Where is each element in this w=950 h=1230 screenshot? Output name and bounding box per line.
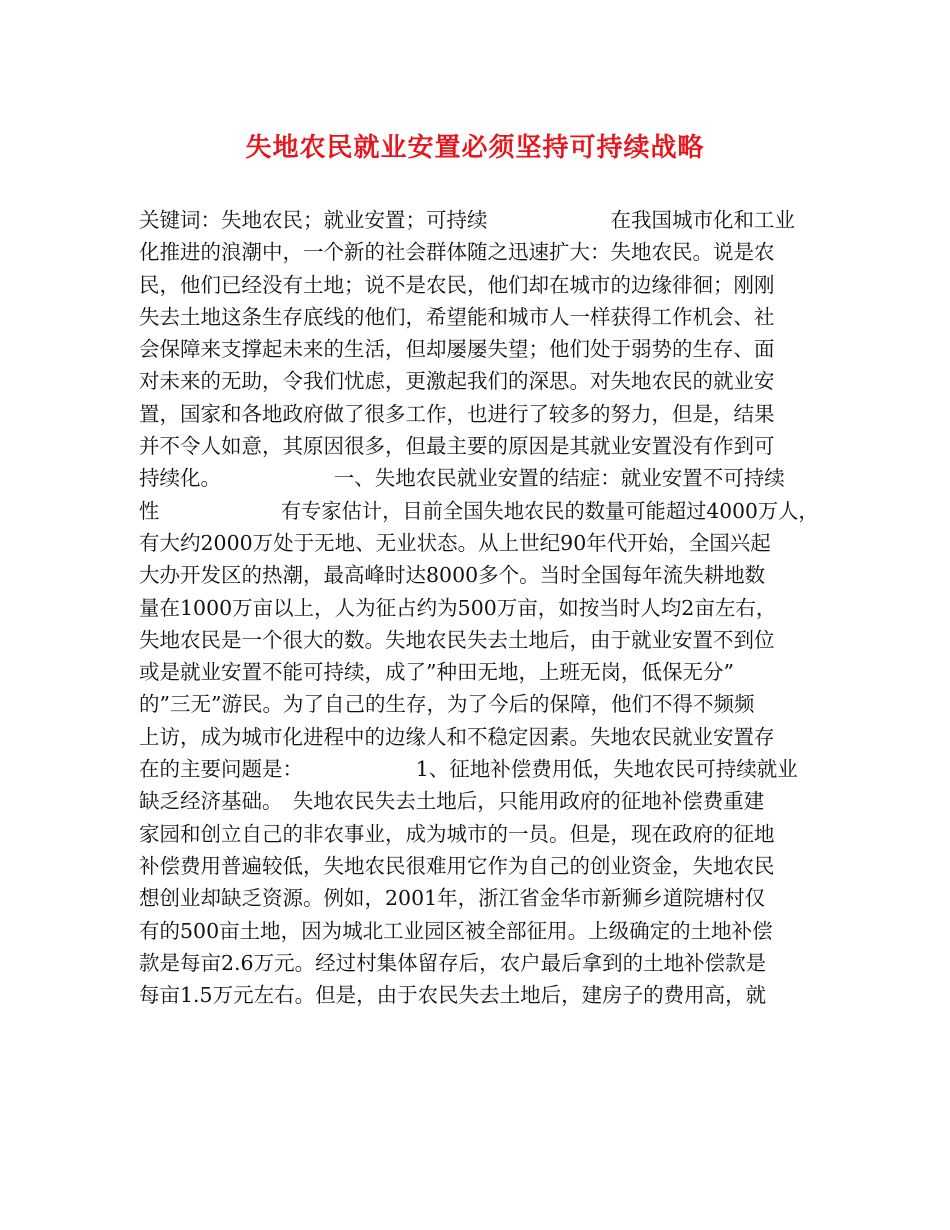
paragraph-line: 每亩1.5万元左右。但是，由于农民失去土地后，建房子的费用高，就 — [139, 983, 767, 1008]
paragraph-line: 持续化。 一、失地农民就业安置的结症：就业安置不可持续 — [139, 466, 785, 491]
paragraph-line: 在的主要问题是： 1、征地补偿费用低，失地农民可持续就业 — [139, 757, 798, 782]
paragraph-line: 家园和创立自己的非农事业，成为城市的一员。但是，现在政府的征地 — [139, 821, 775, 846]
paragraph-line: 失地农民是一个很大的数。失地农民失去土地后，由于就业安置不到位 — [139, 627, 775, 652]
paragraph-line: 想创业却缺乏资源。例如，2001年，浙江省金华市新狮乡道院塘村仅 — [139, 886, 766, 911]
paragraph-line: 关键词：失地农民；就业安置；可持续 在我国城市化和工业 — [139, 208, 795, 232]
document-title: 失地农民就业安置必须坚持可持续战略 — [245, 133, 705, 163]
paragraph-line: 有的500亩土地，因为城北工业园区被全部征用。上级确定的土地补偿 — [139, 918, 773, 943]
paragraph-line: 失去土地这条生存底线的他们，希望能和城市人一样获得工作机会、社 — [139, 304, 775, 329]
document-body — [139, 204, 819, 1011]
paragraph-line: 缺乏经济基础。 失地农民失去土地后，只能用政府的征地补偿费重建 — [139, 789, 765, 814]
paragraph-line: 对未来的无助，令我们忧虑，更激起我们的深思。对失地农民的就业安 — [139, 369, 775, 394]
paragraph-line: 化推进的浪潮中，一个新的社会群体随之迅速扩大：失地农民。说是农 — [139, 240, 775, 265]
paragraph-line: 大办开发区的热潮，最高峰时达8000多个。当时全国每年流失耕地数 — [139, 563, 766, 588]
paragraph-line: 性 有专家估计，目前全国失地农民的数量可能超过4000万人， — [139, 498, 819, 523]
paragraph-line: 会保障来支撑起未来的生活，但却屡屡失望；他们处于弱势的生存、面 — [139, 337, 775, 362]
paragraph-line: 或是就业安置不能可持续，成了”种田无地，上班无岗，低保无分” — [139, 660, 734, 685]
paragraph-line: 置，国家和各地政府做了很多工作，也进行了较多的努力，但是，结果 — [139, 401, 775, 426]
paragraph-line: 补偿费用普遍较低，失地农民很难用它作为自己的创业资金，失地农民 — [139, 853, 775, 878]
paragraph-line: 有大约2000万处于无地、无业状态。从上世纪90年代开始，全国兴起 — [139, 530, 771, 555]
paragraph-line: 款是每亩2.6万元。经过村集体留存后，农户最后拿到的土地补偿款是 — [139, 950, 767, 975]
paragraph-line: 并不令人如意，其原因很多，但最主要的原因是其就业安置没有作到可 — [139, 434, 775, 459]
paragraph-line: 民，他们已经没有土地；说不是农民，他们却在城市的边缘徘徊；刚刚 — [139, 272, 775, 297]
paragraph-line: 上访，成为城市化进程中的边缘人和不稳定因素。失地农民就业安置存 — [139, 724, 775, 749]
paragraph-line: 量在1000万亩以上，人为征占约为500万亩，如按当时人均2亩左右， — [139, 595, 777, 620]
paragraph-line: 的”三无”游民。为了自己的生存，为了今后的保障，他们不得不频频 — [139, 692, 755, 717]
